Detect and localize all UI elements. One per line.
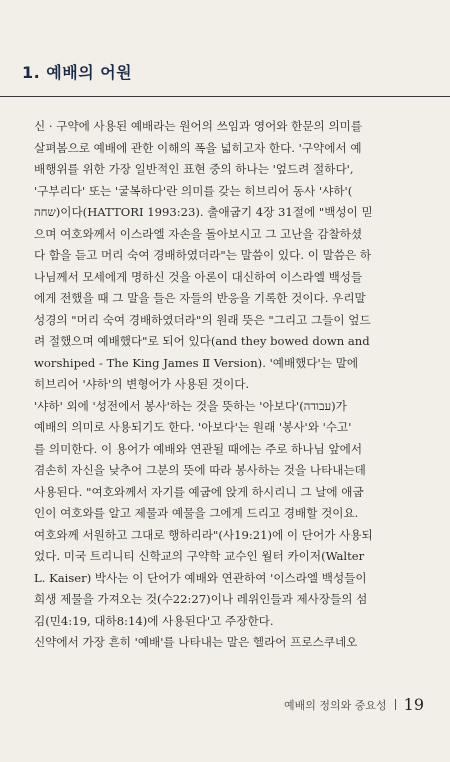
text-line: 배행위를 위한 가장 일반적인 표현 중의 하나는 '엎드려 절하다',	[34, 162, 354, 176]
body-text	[22, 116, 428, 654]
text-line: '구부리다' 또는 '굴복하다'란 의미를 갖는 히브리어 동사 '샤하'(	[34, 183, 353, 198]
text-line: 으며 여호와께서 이스라엘 자손을 돌아보시고 그 고난을 감찰하셨	[34, 226, 363, 241]
page-footer	[284, 695, 424, 714]
text-line: 었다. 미국 트리니티 신학교의 구약학 교수인 월터 카이저(Walter	[34, 549, 365, 563]
text-line: 히브리어 '샤하'의 변형어가 사용된 것이다.	[34, 377, 250, 391]
text-line: 다 함을 듣고 머리 숙여 경배하였더라"는 말씀이 있다. 이 말씀은 하	[34, 248, 372, 262]
footer-divider	[395, 699, 396, 710]
running-title: 예배의 정의와 중요성	[284, 698, 387, 712]
text-line: 신약에서 가장 흔히 '예배'를 나타내는 말은 헬라어 프로스쿠네오	[34, 635, 358, 649]
paragraph-1	[22, 116, 428, 396]
text-line: 여호와께 서원하고 그대로 행하리라"(사19:21)에 이 단어가 사용되	[34, 527, 373, 542]
text-line: 겸손히 자신을 낮추어 그분의 뜻에 따라 봉사하는 것을 나타내는데	[34, 463, 366, 477]
text-line: 신 · 구약에 사용된 예배라는 원어의 쓰임과 영어와 한문의 의미를	[34, 119, 363, 133]
heading-rule	[0, 96, 450, 97]
text-line: 김(민4:19, 대하8:14)에 사용된다'고 주장한다.	[34, 613, 274, 628]
page-number: 19	[403, 695, 424, 714]
text-line: שחה)이다(HATTORI 1993:23). 출애굽기 4장 31절에 "백성이 믿	[34, 205, 373, 219]
text-line: 인이 여호와를 알고 제물과 예물을 그에게 드리고 경배할 것이요.	[34, 506, 359, 520]
text-line: '샤하' 외에 '성전에서 봉사'하는 것을 뜻하는 '아보다'(עבודה)가	[34, 398, 347, 413]
text-line: 를 의미한다. 이 용어가 예배와 연관될 때에는 주로 하나님 앞에서	[34, 441, 363, 456]
text-line: 에게 전했을 때 그 말을 들은 자들의 반응을 기록한 것이다. 우리말	[34, 291, 366, 305]
text-line: L. Kaiser) 박사는 이 단어가 예배와 연관하여 '이스라엘 백성들이	[34, 570, 367, 585]
text-line: 성경의 "머리 숙여 경배하였더라"의 원래 뜻은 "그리고 그들이 엎드	[34, 312, 371, 327]
paragraph-3	[22, 632, 428, 654]
text-line: 예배의 의미로 사용되기도 한다. '아보다'는 원래 '봉사'와 '수고'	[34, 420, 352, 434]
text-line: 나님께서 모세에게 명하신 것을 아론이 대신하여 이스라엘 백성들	[34, 269, 363, 284]
text-line: worshiped - The King James Ⅱ Version). '예배했다'는 말에	[34, 355, 359, 370]
section-heading: 1. 예배의 어원	[22, 63, 133, 82]
text-line: 살펴봄으로 예배에 관한 이해의 폭을 넓히고자 한다. '구약에서 예	[34, 140, 362, 155]
paragraph-2	[22, 396, 428, 633]
text-line: 희생 제물을 가져오는 것(수22:27)이나 레위인들과 제사장들의 섬	[34, 592, 368, 606]
text-line: 려 절했으며 예배했다"로 되어 있다(and they bowed down and	[34, 334, 370, 348]
text-line: 사용된다. "여호와께서 자기를 예굽에 앉게 하시리니 그 날에 애굽	[34, 484, 364, 499]
